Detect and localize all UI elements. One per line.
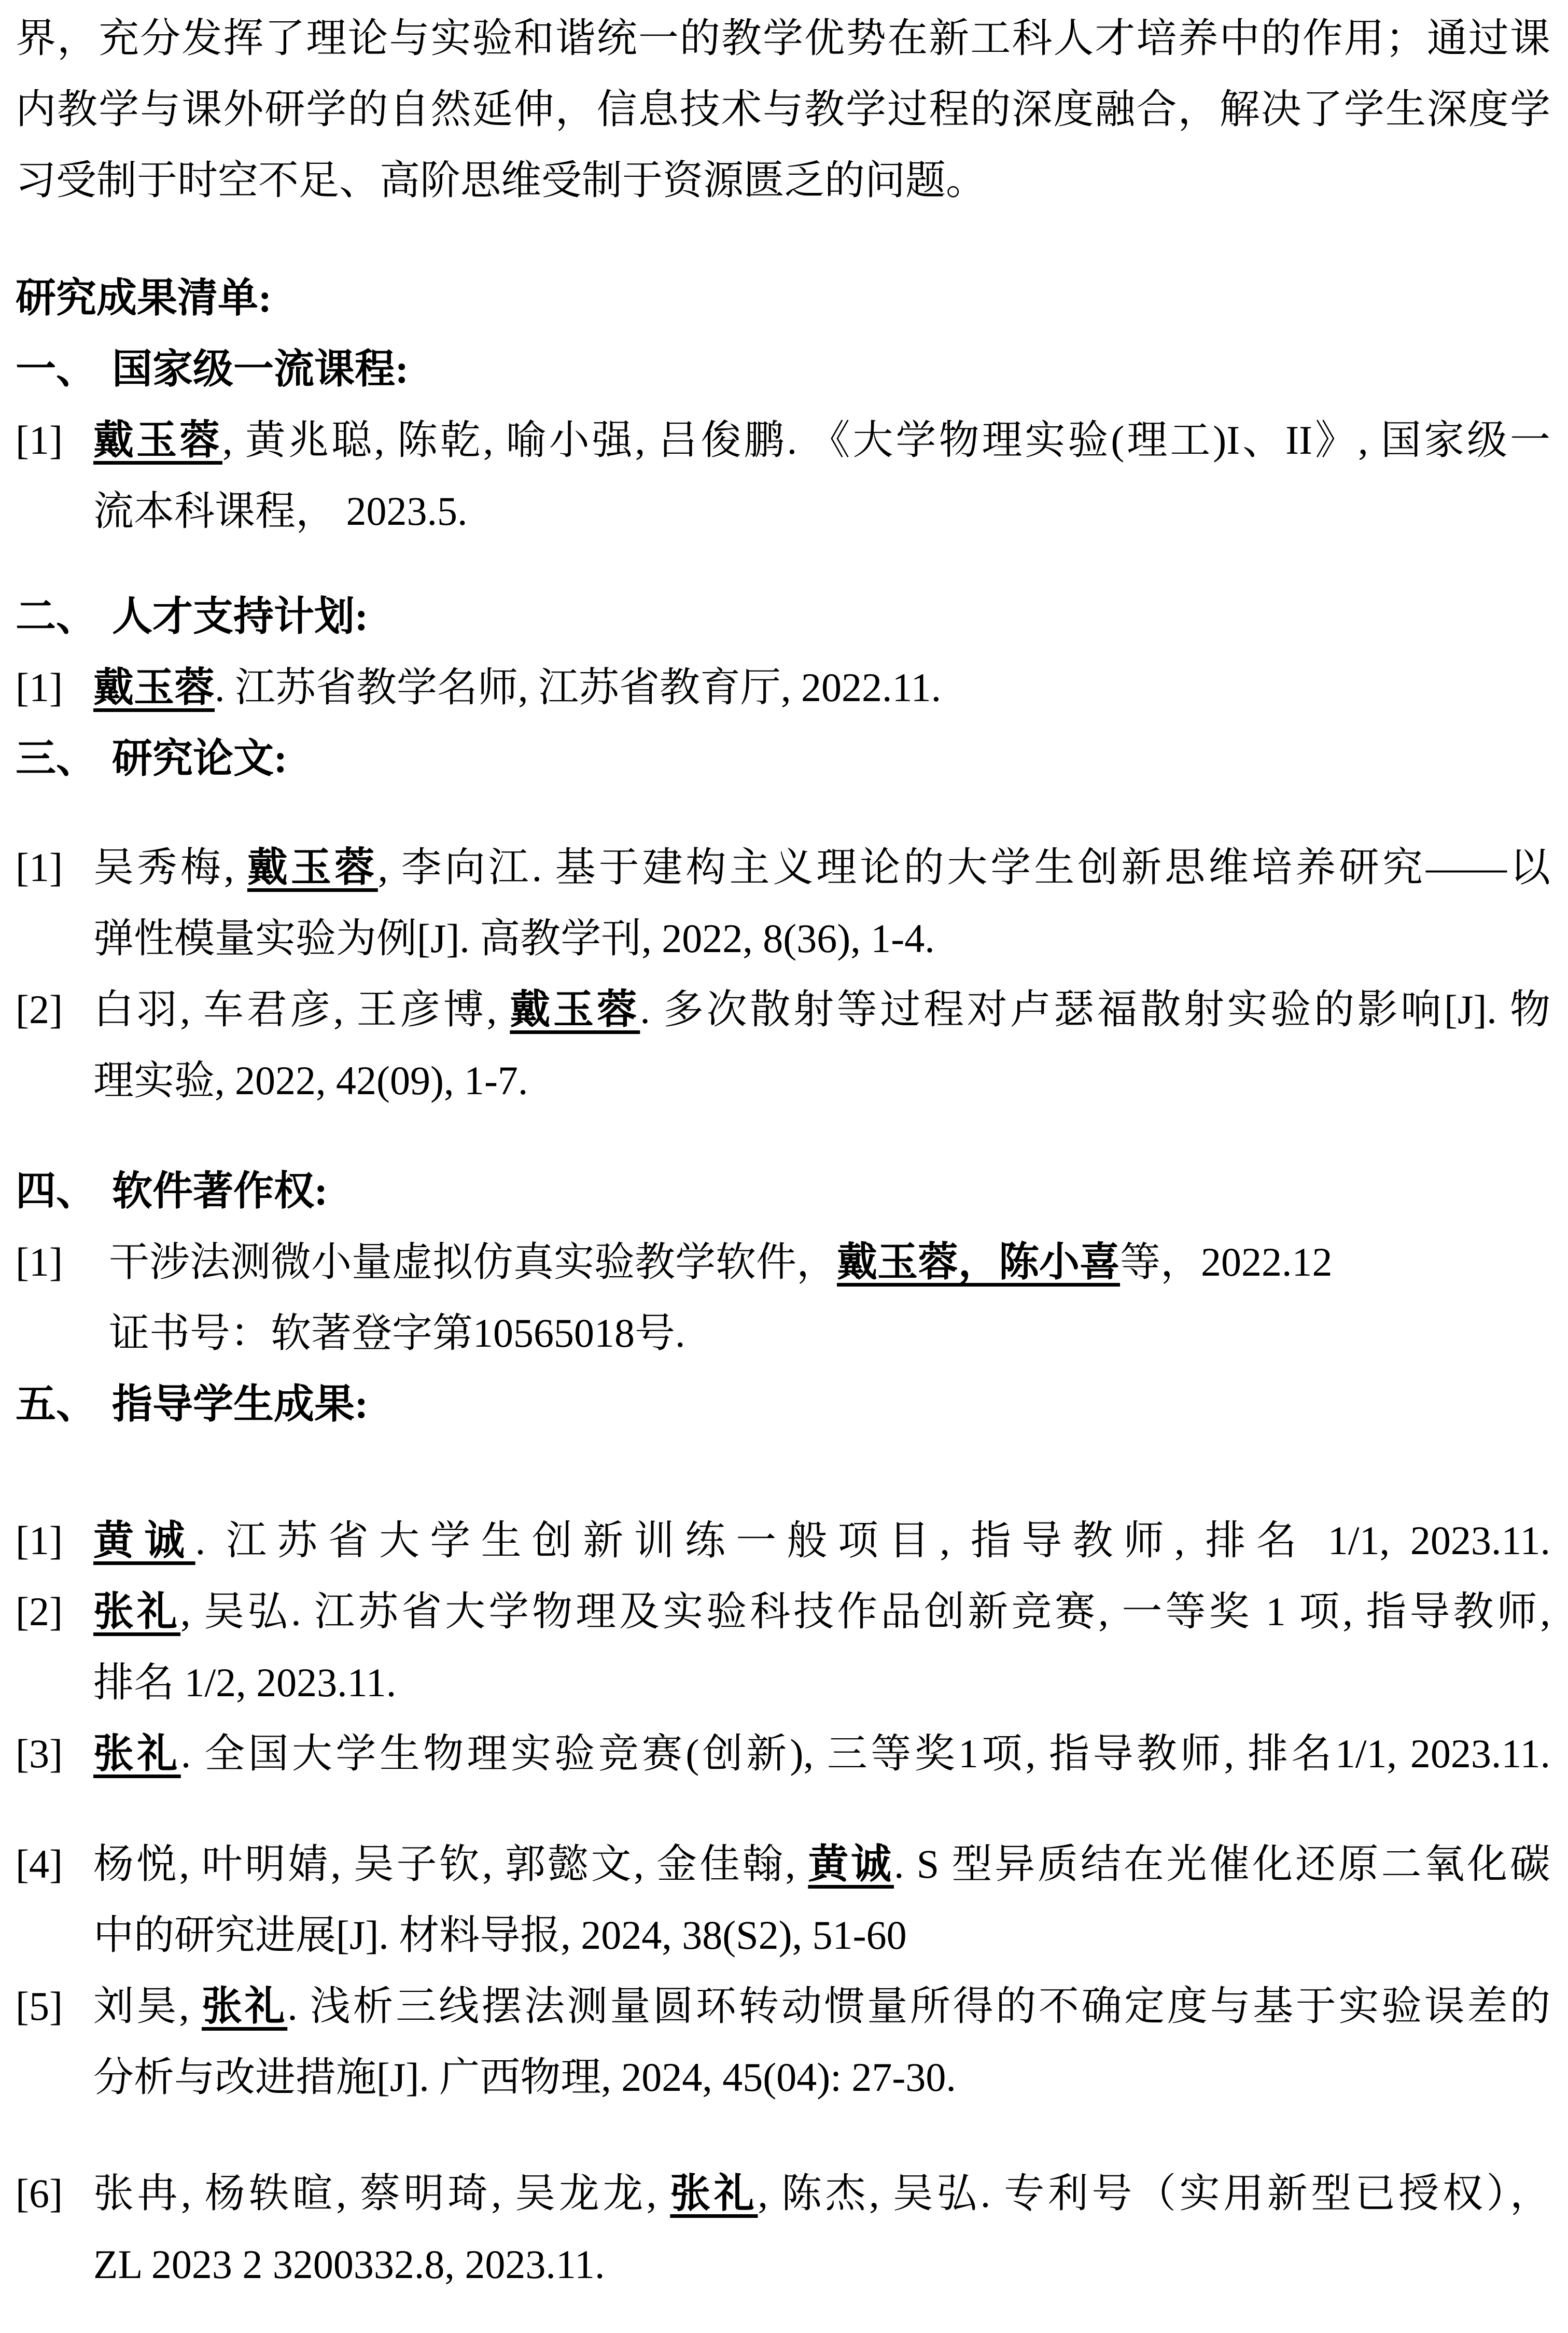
item-bracket: [1]	[16, 665, 63, 710]
text-segment: . 江苏省教学名师, 江苏省教育厅, 2022.11.	[215, 665, 942, 710]
text-segment: 软件著作权:	[112, 1168, 328, 1213]
list-title	[16, 262, 1550, 333]
text-segment: 人才支持计划:	[112, 594, 368, 639]
text-segment: 中的研究进展[J]. 材料导报, 2024, 38(S2), 51-60	[93, 1912, 907, 1958]
item-bracket: [2]	[16, 987, 63, 1032]
reference-item	[16, 1226, 1550, 1297]
text-segment: . S 型异质结在光催化还原二氧化碳	[893, 1841, 1550, 1887]
text-segment: 戴玉蓉，陈小喜	[837, 1239, 1121, 1284]
reference-item	[16, 1505, 1550, 1576]
text-segment: 戴玉蓉	[93, 417, 222, 463]
text-segment: 界，充分发挥了理论与实验和谐统一的教学优势在新工科人才培养中的作用；通过课	[16, 16, 1550, 61]
reference-item	[16, 2158, 1550, 2229]
text-segment: . 多次散射等过程对卢瑟福散射实验的影响[J]. 物	[640, 987, 1550, 1032]
reference-continuation	[16, 1297, 1550, 1368]
text-segment: 弹性模量实验为例[J]. 高教学刊, 2022, 8(36), 1-4.	[93, 916, 935, 961]
text-segment: 戴玉蓉	[247, 845, 378, 890]
text-segment: 分析与改进措施[J]. 广西物理, 2024, 45(04): 27-30.	[93, 2055, 956, 2100]
text-segment: , 李向江. 基于建构主义理论的大学生创新思维培养研究——以	[377, 845, 1550, 890]
reference-item	[16, 1971, 1550, 2042]
spacer	[16, 1789, 1550, 1828]
text-segment: 张冉, 杨轶暄, 蔡明琦, 吴龙龙,	[93, 2171, 670, 2216]
reference-continuation	[16, 1899, 1550, 1971]
section-number: 三、	[16, 736, 97, 781]
section-heading-3	[16, 723, 1550, 794]
text-segment: 内教学与课外研学的自然延伸，信息技术与教学过程的深度融合，解决了学生深度学	[16, 87, 1550, 132]
text-segment: 张礼	[93, 1731, 181, 1776]
section-heading-2	[16, 581, 1550, 652]
text-segment: 排名 1/2, 2023.11.	[93, 1660, 397, 1705]
spacer	[16, 2113, 1550, 2158]
text-segment: 戴玉蓉	[93, 665, 215, 710]
text-segment: ZL 2023 2 3200332.8, 2023.11.	[93, 2242, 605, 2287]
spacer	[16, 1116, 1550, 1155]
reference-continuation	[16, 476, 1550, 547]
item-bracket: [3]	[16, 1731, 63, 1776]
item-bracket: [1]	[16, 845, 63, 890]
paragraph-line	[16, 145, 1550, 216]
text-segment: 张礼	[670, 2171, 758, 2216]
reference-item	[16, 1718, 1550, 1789]
text-segment: 等，2022.12	[1120, 1239, 1333, 1284]
text-segment: 白羽, 车君彦, 王彦博,	[93, 987, 510, 1032]
text-segment: . 全国大学生物理实验竞赛(创新), 三等奖1项, 指导教师, 排名1/1, 2023.11.	[180, 1731, 1550, 1776]
text-segment: 国家级一流课程:	[112, 346, 409, 392]
reference-item	[16, 1828, 1550, 1899]
text-segment: , 陈杰, 吴弘. 专利号（实用新型已授权），	[758, 2171, 1550, 2216]
section-number: 五、	[16, 1381, 97, 1427]
item-bracket: [5]	[16, 1983, 63, 2029]
item-bracket: [1]	[16, 417, 63, 463]
paragraph-line	[16, 3, 1550, 74]
text-segment: 杨悦, 叶明婧, 吴子钦, 郭懿文, 金佳翰,	[93, 1841, 808, 1887]
section-number: 一、	[16, 346, 97, 392]
reference-continuation	[16, 1647, 1550, 1718]
text-segment: 黄诚	[808, 1841, 894, 1887]
reference-continuation	[16, 2042, 1550, 2113]
reference-item	[16, 974, 1550, 1045]
text-segment: 黄诚	[93, 1518, 195, 1563]
text-segment: 证书号：软著登字第10565018号.	[109, 1310, 685, 1356]
text-segment: 刘昊,	[93, 1983, 202, 2029]
section-number: 四、	[16, 1168, 97, 1213]
section-number: 二、	[16, 594, 97, 639]
text-segment: 流本科课程， 2023.5.	[93, 488, 468, 534]
text-segment: 指导学生成果:	[112, 1381, 368, 1427]
spacer	[16, 547, 1550, 581]
item-bracket: [4]	[16, 1841, 63, 1887]
text-segment: 研究成果清单:	[16, 275, 272, 320]
reference-item	[16, 652, 1550, 723]
text-segment: , 吴弘. 江苏省大学物理及实验科技作品创新竞赛, 一等奖 1 项, 指导教师,	[180, 1589, 1550, 1634]
text-segment: 张礼	[93, 1589, 181, 1634]
text-segment: . 浅析三线摆法测量圆环转动惯量所得的不确定度与基于实验误差的	[287, 1983, 1550, 2029]
reference-item	[16, 404, 1550, 476]
reference-item	[16, 832, 1550, 903]
spacer	[16, 1440, 1550, 1505]
text-segment: 干涉法测微小量虚拟仿真实验教学软件，	[109, 1239, 837, 1284]
text-segment: 理实验, 2022, 42(09), 1-7.	[93, 1058, 528, 1103]
text-segment: 习受制于时空不足、高阶思维受制于资源匮乏的问题。	[16, 158, 987, 203]
item-bracket: [2]	[16, 1589, 63, 1634]
spacer	[16, 794, 1550, 832]
text-segment: 吴秀梅,	[93, 845, 247, 890]
text-segment: 研究论文:	[112, 736, 287, 781]
text-segment: 张礼	[201, 1983, 288, 2029]
reference-item	[16, 1576, 1550, 1647]
section-heading-1	[16, 333, 1550, 404]
reference-continuation	[16, 2229, 1550, 2300]
reference-continuation	[16, 903, 1550, 974]
item-bracket: [1]	[16, 1518, 63, 1563]
item-bracket: [1]	[16, 1239, 63, 1284]
text-segment: . 江苏省大学生创新训练一般项目, 指导教师, 排名 1/1, 2023.11.	[195, 1518, 1550, 1563]
section-heading-4	[16, 1155, 1550, 1226]
reference-continuation	[16, 1045, 1550, 1116]
spacer	[16, 216, 1550, 262]
text-segment: , 黄兆聪, 陈乾, 喻小强, 吕俊鹏. 《大学物理实验(理工)I、II》, 国家级一	[222, 417, 1550, 463]
item-bracket: [6]	[16, 2171, 63, 2216]
paragraph-line	[16, 74, 1550, 145]
section-heading-5	[16, 1368, 1550, 1440]
text-segment: 戴玉蓉	[510, 987, 640, 1032]
